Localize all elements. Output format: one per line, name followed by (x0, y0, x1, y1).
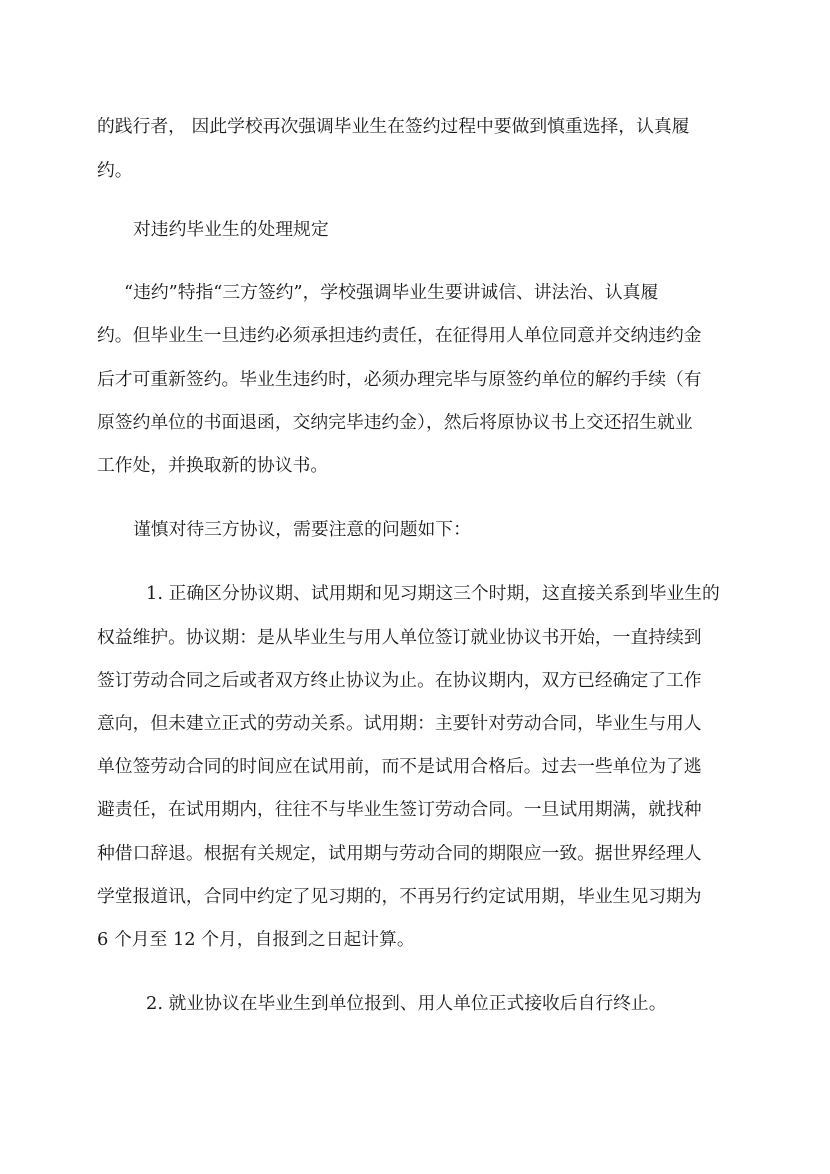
paragraph-line: 权益维护。协议期：是从毕业生与用人单位签订就业协议书开始，一直持续到 (97, 627, 702, 648)
list-item-2: 2. 就业协议在毕业生到单位报到、用人单位正式接收后自行终止。 (146, 993, 667, 1014)
paragraph-line: 后才可重新签约。毕业生违约时，必须办理完毕与原签约单位的解约手续（有 (97, 369, 702, 390)
paragraph-line: 工作处，并换取新的协议书。 (97, 455, 329, 476)
paragraph-line: 意向，但未建立正式的劳动关系。试用期：主要针对劳动合同，毕业生与用人 (97, 713, 702, 734)
paragraph-line: 6 个月至 12 个月，自报到之日起计算。 (97, 929, 415, 950)
paragraph-line: 种借口辞退。根据有关规定，试用期与劳动合同的期限应一致。据世界经理人 (97, 843, 702, 864)
paragraph-line: 单位签劳动合同的时间应在试用前，而不是试用合格后。过去一些单位为了逃 (97, 756, 702, 777)
paragraph-line: 学堂报道讯，合同中约定了见习期的，不再另行约定试用期，毕业生见习期为 (97, 886, 702, 907)
paragraph-line: 的践行者， 因此学校再次强调毕业生在签约过程中要做到慎重选择，认真履 (97, 116, 690, 137)
paragraph-line: 原签约单位的书面退函，交纳完毕违约金），然后将原协议书上交还招生就业 (97, 412, 693, 433)
section-heading: 对违约毕业生的处理规定 (133, 219, 329, 240)
paragraph-line: 签订劳动合同之后或者双方终止协议为止。在协议期内，双方已经确定了工作 (97, 670, 702, 691)
paragraph-line: 谨慎对待三方协议，需要注意的问题如下： (133, 519, 471, 540)
paragraph-line: 约。但毕业生一旦违约必须承担违约责任，在征得用人单位同意并交纳违约金 (97, 325, 702, 346)
paragraph-line: “违约”特指“三方签约”，学校强调毕业生要讲诚信、讲法治、认真履 (124, 282, 659, 303)
paragraph-line: 约。 (97, 160, 133, 181)
paragraph-line: 避责任，在试用期内，往往不与毕业生签订劳动合同。一旦试用期满，就找种 (97, 799, 702, 820)
list-item-1: 1. 正确区分协议期、试用期和见习期这三个时期，这直接关系到毕业生的 (146, 583, 720, 604)
